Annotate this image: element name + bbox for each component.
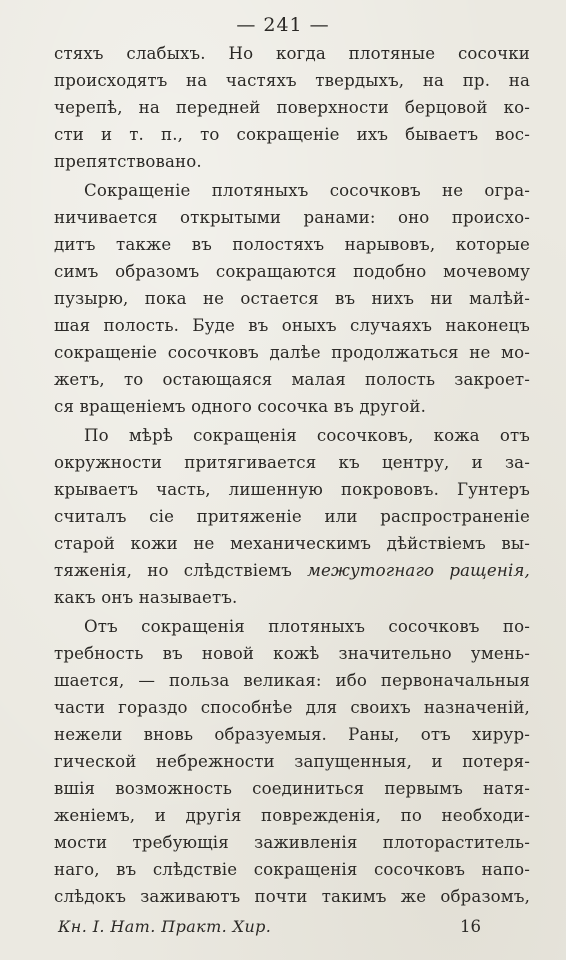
paragraph-first-line: По мѣрѣ сокращенія сосочковъ, кожа отъ (84, 426, 530, 445)
footer-sheet-number: 16 (460, 917, 481, 936)
text-line: препятствовано. (54, 152, 202, 171)
text-line: крываетъ часть, лишенную покрововъ. Гунтеръ (54, 480, 530, 499)
text-line: ничивается открытыми ранами: оно происхо- (54, 208, 530, 227)
text-line: пузырю, пока не остается въ нихъ ни малѣй- (54, 289, 530, 308)
text-line: дитъ также въ полостяхъ нарывовъ, которые (54, 235, 530, 254)
text-line: шается, — польза великая: ибо первоначальныя (54, 671, 530, 690)
text-line: какъ онъ называетъ. (54, 588, 238, 607)
text-line: шая полость. Буде въ оныхъ случаяхъ наконецъ (54, 316, 530, 335)
text-line: сти и т. п., то сокращеніе ихъ бываетъ вос- (54, 125, 530, 144)
text-line: старой кожи не механическимъ дѣйствіемъ вы- (54, 534, 530, 553)
text-line: слѣдокъ заживаютъ почти такимъ же образомъ, (54, 887, 530, 906)
text-line: окружности притягивается къ центру, и за- (54, 453, 530, 472)
page-number: — 241 — (236, 14, 330, 36)
text-line: вшія возможность соединиться первымъ натя- (54, 779, 530, 798)
text-line: нежели вновь образуемыя. Раны, отъ хирур- (54, 725, 530, 744)
text-line: мости требующія заживленія плотораститель- (54, 833, 530, 852)
text-line: ся вращеніемъ одного сосочка въ другой. (54, 397, 427, 416)
text-line: наго, въ слѣдствіе сокращенія сосочковъ напо- (54, 860, 530, 879)
text-line: части гораздо способнѣе для своихъ назначеній, (54, 698, 530, 717)
text-line: считалъ сіе притяженіе или распространеніе (54, 507, 530, 526)
italic-term: межутогнаго ращенія, (307, 561, 530, 580)
text-line: женіемъ, и другія поврежденія, по необходи- (54, 806, 530, 825)
paragraph-first-line: Сокращеніе плотяныхъ сосочковъ не огра- (84, 181, 530, 200)
text-line: гической небрежности запущенныя, и потеря- (54, 752, 530, 771)
text-line: сокращеніе сосочковъ далѣе продолжаться не мо- (54, 343, 530, 362)
text-line: черепѣ, на передней поверхности берцовой ко- (54, 98, 530, 117)
text-segment: тяженія, но слѣдствіемъ (54, 561, 292, 580)
footer-signature: Кн. I. Нат. Практ. Хир. (58, 917, 272, 936)
text-line: жетъ, то остающаяся малая полость закроет- (54, 370, 530, 389)
text-line: требность въ новой кожѣ значительно умень- (54, 644, 530, 663)
text-line: стяхъ слабыхъ. Но когда плотяные сосочки (54, 44, 530, 63)
text-line: симъ образомъ сокращаются подобно мочевому (54, 262, 530, 281)
text-line-with-italic (54, 557, 530, 584)
paragraph-first-line: Отъ сокращенія плотяныхъ сосочковъ по- (84, 617, 530, 636)
text-line: происходятъ на частяхъ твердыхъ, на пр. на (54, 71, 530, 90)
